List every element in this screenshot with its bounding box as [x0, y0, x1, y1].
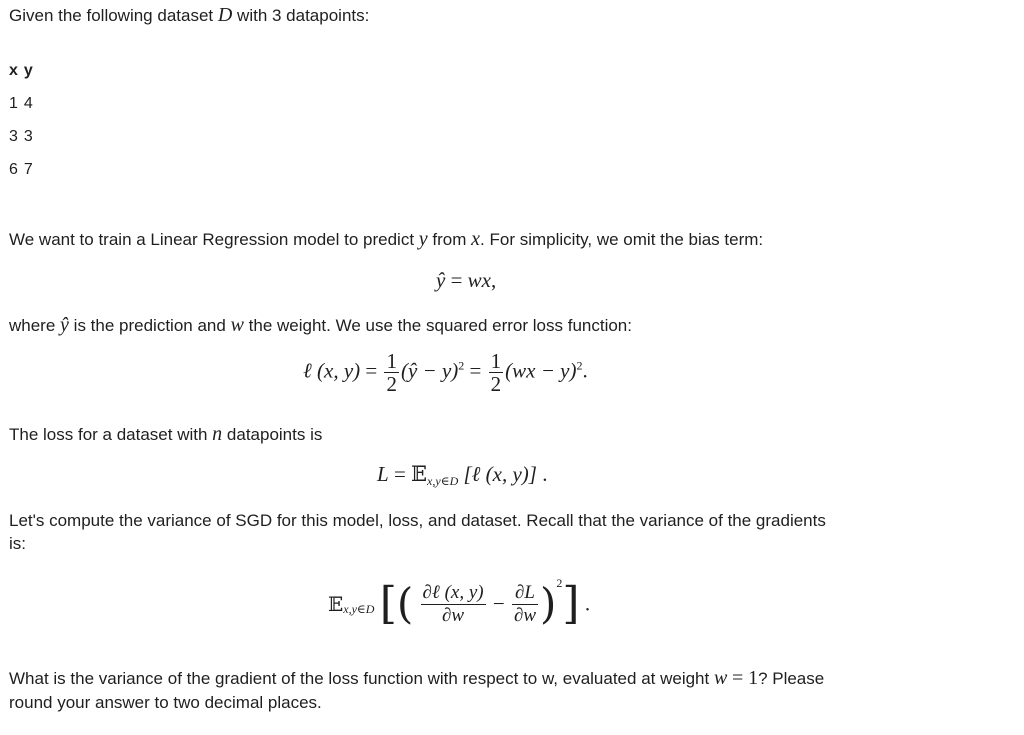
- left-paren: (: [396, 579, 414, 629]
- equation-expected-loss: L = 𝔼$_{x,y\in D}$ [ℓ (x, y)] .: [377, 462, 548, 488]
- right-bracket: ]: [562, 578, 580, 630]
- fraction-partial-ell: $\frac{\text{∂ℓ (x, y)}}{\partial w}$: [422, 581, 484, 626]
- table-row: [9, 87, 39, 120]
- table-cell: 6: [9, 160, 18, 178]
- table-cell: 4: [23, 94, 33, 112]
- table-cell: 3: [9, 127, 18, 145]
- paragraph-question: What is the variance of the gradient of the loss function with respect to w, evaluated at weight w = 1? Please round your answer to two decimal places.: [9, 667, 825, 712]
- fraction-half: $\frac{1}{2}$: [386, 349, 397, 396]
- table-header-row: [9, 54, 39, 87]
- table-cell: 1: [9, 94, 18, 112]
- table-row: [9, 153, 39, 186]
- dataset-table: [9, 54, 39, 186]
- paragraph-variance-intro: Let's compute the variance of SGD for this model, loss, and dataset. Recall that the variance of the gradients is:: [9, 511, 826, 553]
- column-header-x: x: [9, 61, 18, 79]
- equation-model: ŷ = wx,: [436, 268, 497, 292]
- dataset-symbol: D: [217, 4, 233, 26]
- paragraph-dataset-loss: The loss for a dataset with n datapoints is: [9, 423, 323, 445]
- table-row: [9, 120, 39, 153]
- paragraph-model: We want to train a Linear Regression model to predict y from x. For simplicity, we omit the bias term:: [9, 228, 764, 250]
- table-cell: 3: [23, 127, 33, 145]
- intro-text: Given the following dataset D with 3 datapoints:: [9, 4, 370, 26]
- paragraph-loss-intro: where ŷ is the prediction and w the weight. We use the squared error loss function:: [9, 314, 632, 336]
- equation-variance: 𝔼$_{x,y\in D}$ [( $\frac{\text{∂ℓ (x, y)}}{\partial w}$ − $\frac{\partial L}{\partial w}$ )$^2$] .: [328, 576, 591, 630]
- table-cell: 7: [23, 160, 33, 178]
- fraction-half: $\frac{1}{2}$: [490, 349, 502, 396]
- fraction-partial-L: $\frac{\partial L}{\partial w}$: [513, 581, 536, 626]
- equation-loss: ℓ (x, y) = $\frac{1}{2}$ (ŷ − y)$^2$ = $\frac{1}{2}$ (wx − y)$^2$.: [303, 349, 588, 396]
- column-header-y: y: [23, 61, 33, 79]
- left-bracket: [: [379, 578, 397, 630]
- right-paren: ): [540, 579, 557, 629]
